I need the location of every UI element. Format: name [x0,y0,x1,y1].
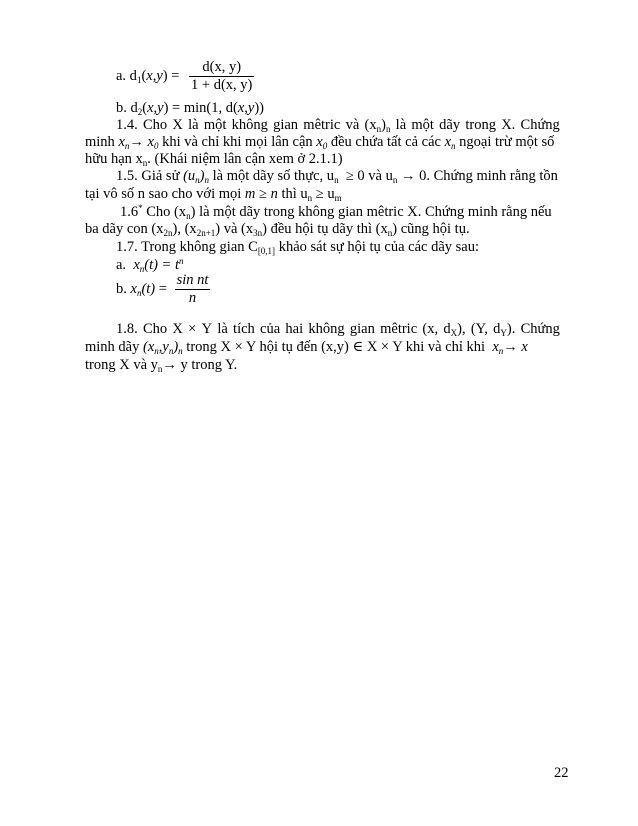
exercise-1-7-line-1: 1.7. Trong không gian $C_{[0,1]}$ khảo sát sự hội tụ của các dãy sau: [116,239,480,256]
exercise-1-3-item-a: a. $d_1(x,y)$ = $\frac{d(x, y)}{1 + d(x, y)}$ [116,59,253,93]
exercise-1-6-line-1: 1.6* Cho $(x_n)$ là một dãy trong không gian mêtric X. Chứng minh rằng nếu [120,203,552,221]
exercise-1-4-line-3: hữu hạn $x_n$. (Khái niệm lân cận xem ở 2.1.1) [85,151,343,168]
exercise-1-8-line-1: 1.8. Cho X × Y là tích của hai không gian mêtric (x, $d_X$), (Y, $d_Y$). Chứng [116,321,560,338]
item-a-denominator: 1 + d(x, y) [191,77,253,93]
exercise-1-3-item-b: b. $d_2(x,y) = \min(1$, d(x,y)) [116,100,264,117]
item-b-numerator: sin nt [176,272,209,288]
item-a-numerator: d(x, y) [189,59,254,77]
exercise-1-5-line-1: 1.5. Giả sử $(u_n)_n$ là một dãy số thực, $u_n \ge 0$ và $u_n \to 0$. Chứng minh rằng tồn [116,168,558,185]
item-a-fraction [189,59,254,94]
exercise-1-8-line-2: minh dãy $(x_n,y_n)_n$ trong X × Y hội tụ đến (x,y) ∈ X × Y khi và chỉ khi $x_n\to x$ [85,339,528,356]
exercise-1-8-line-3: trong X và $y_n\to y$ trong Y. [85,357,238,374]
exercise-1-4-line-2: minh $x_n\to x_0$ khi và chỉ khi mọi lân cận $x_0$ đều chứa tất cả các $x_n$ ngoại trừ một số [85,134,555,151]
page-number: 22 [554,765,569,781]
exercise-1-5-line-2: tại vô số n sao cho với mọi m ≥ n thì $u_n \ge u_m$ [85,186,342,203]
exercise-1-6-line-2: ba dãy con $(x_{2n})$, $(x_{2n+1})$ và $(x_{3n})$ đều hội tụ dãy thì $(x_n)$ cũng hội tụ. [85,221,470,238]
item-b-denominator: n [188,290,197,306]
exercise-1-7-item-a: a. $x_n(t) = t^n$ [116,256,184,274]
exercise-1-7-item-b: b. $x_n(t)$ = $\frac{\text{sin nt}}{n}$ [116,272,209,306]
item-b-fraction [175,272,211,307]
exercise-1-4-line-1: 1.4. Cho X là một không gian mêtric và $(x_n)_n$ là một dãy trong X. Chứng [116,117,560,134]
